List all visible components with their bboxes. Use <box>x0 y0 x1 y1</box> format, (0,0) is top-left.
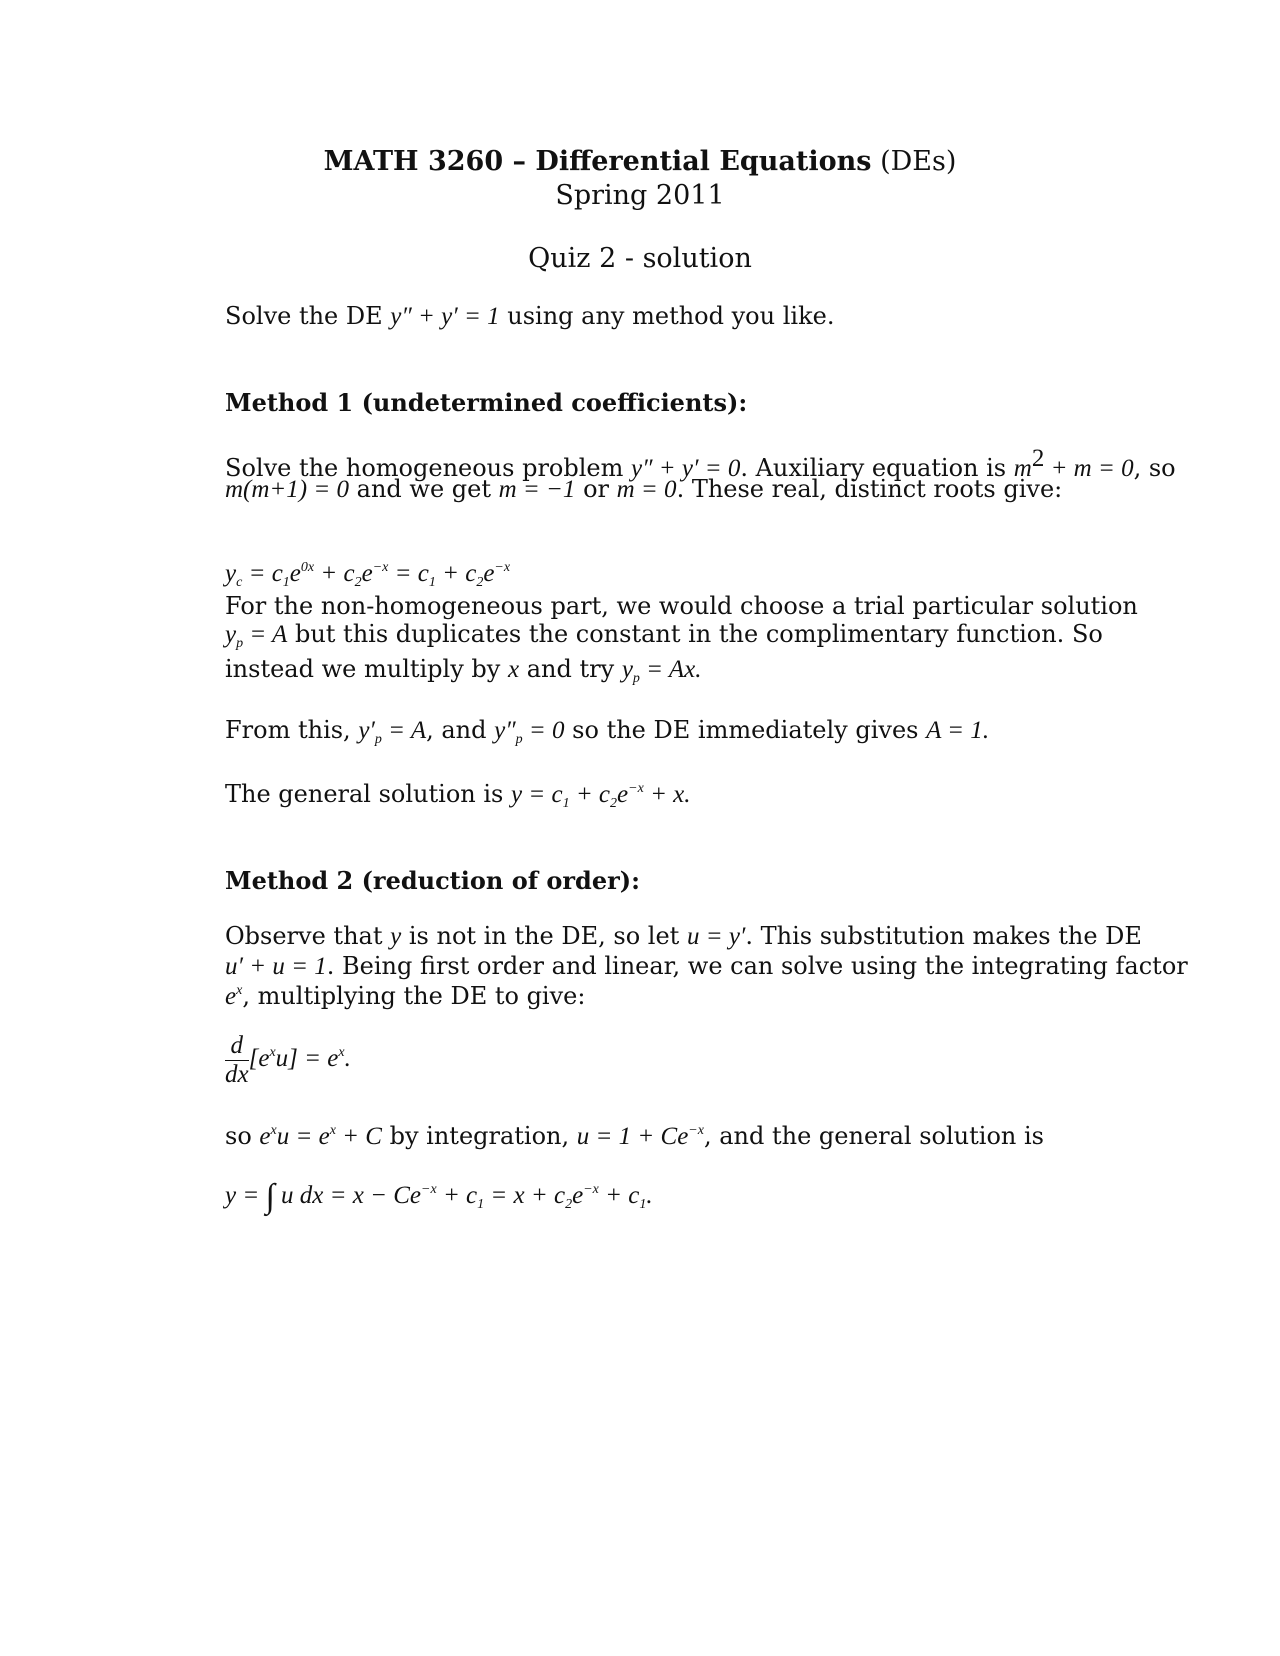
method1-para1-line1: Solve the homogeneous problem y″ + y′ = 0. Auxiliary equation is $m^2 + m = 0$, so <box>225 445 1176 482</box>
method1-para2-line2: $y_p = A$ but this duplicates the constant in the complimentary function. So <box>225 620 1103 651</box>
course-title: MATH 3260 – Differential Equations <box>323 146 872 177</box>
homogeneous-equation: y″ + y′ = 0 <box>631 455 741 482</box>
method2-para1-line1: Observe that y is not in the DE, so let u = y′. This substitution makes the DE <box>225 922 1142 950</box>
course-abbrev: (DEs) <box>880 146 957 177</box>
trial-solution: $y_p = A$ <box>225 621 288 651</box>
method1-general-solution: The general solution is $y = c_1 + c_2e^{-x} + x$. <box>225 780 691 811</box>
method1-para3: From this, $y'_p = A$, and $y''_p = 0$ so the DE immediately gives A = 1. <box>225 716 990 747</box>
method2-para1-line3: $e^x$, multiplying the DE to give: <box>225 982 586 1010</box>
substitution: u = y′ <box>686 923 746 950</box>
factored-equation: m(m+1) = 0 <box>225 476 349 503</box>
method2-heading: Method 2 (reduction of order): <box>225 866 640 895</box>
term-line: Spring 2011 <box>555 180 725 211</box>
method2-general-solution: y = ∫ u dx = $x - Ce^{-x} + c_1 = x + c_2e^{-x} + c_1$. <box>225 1178 653 1215</box>
quiz-title: Quiz 2 - solution <box>528 243 752 274</box>
method1-para1-line2: m(m+1) = 0 and we get m = −1 or m = 0. These real, distinct roots give: <box>225 475 1063 503</box>
method1-para2-line1: For the non-homogeneous part, we would choose a trial particular solution <box>225 592 1138 620</box>
complementary-solution: $y_c = c_1e^{0x} + c_2e^{-x} = c_1 + c_2e^{-x}$ <box>225 560 511 590</box>
method1-para2-line3: instead we multiply by x and try $y_p = Ax$. <box>225 655 702 686</box>
reduced-equation: u′ + u = 1 <box>225 953 327 980</box>
problem-statement: Solve the DE y″ + y′ = 1 using any method you like. <box>225 302 835 330</box>
integrating-factor: $e^x$ <box>225 983 243 1010</box>
method2-para2: so $e^xu = e^x + C$ by integration, $u = 1 + Ce^{-x}$, and the general solution is <box>225 1122 1044 1150</box>
coefficient-result: A = 1. <box>926 717 990 744</box>
root-two: m = 0 <box>616 476 677 503</box>
modified-trial-solution: $y_p = Ax$. <box>621 656 702 686</box>
root-one: m = −1 <box>498 476 576 503</box>
method1-heading: Method 1 (undetermined coefficients): <box>225 388 748 417</box>
method2-para1-line2: u′ + u = 1. Being first order and linear, we can solve using the integrating factor <box>225 952 1188 980</box>
document-title <box>0 146 1280 177</box>
derivative-equation: $\frac{d}{dx}$ $[e^xu] = e^x$. <box>225 1032 351 1088</box>
problem-equation: y″ + y′ = 1 <box>390 303 500 330</box>
auxiliary-equation: $m^2 + m = 0$ <box>1013 445 1134 482</box>
integral-sign-icon: ∫ <box>265 1178 275 1215</box>
